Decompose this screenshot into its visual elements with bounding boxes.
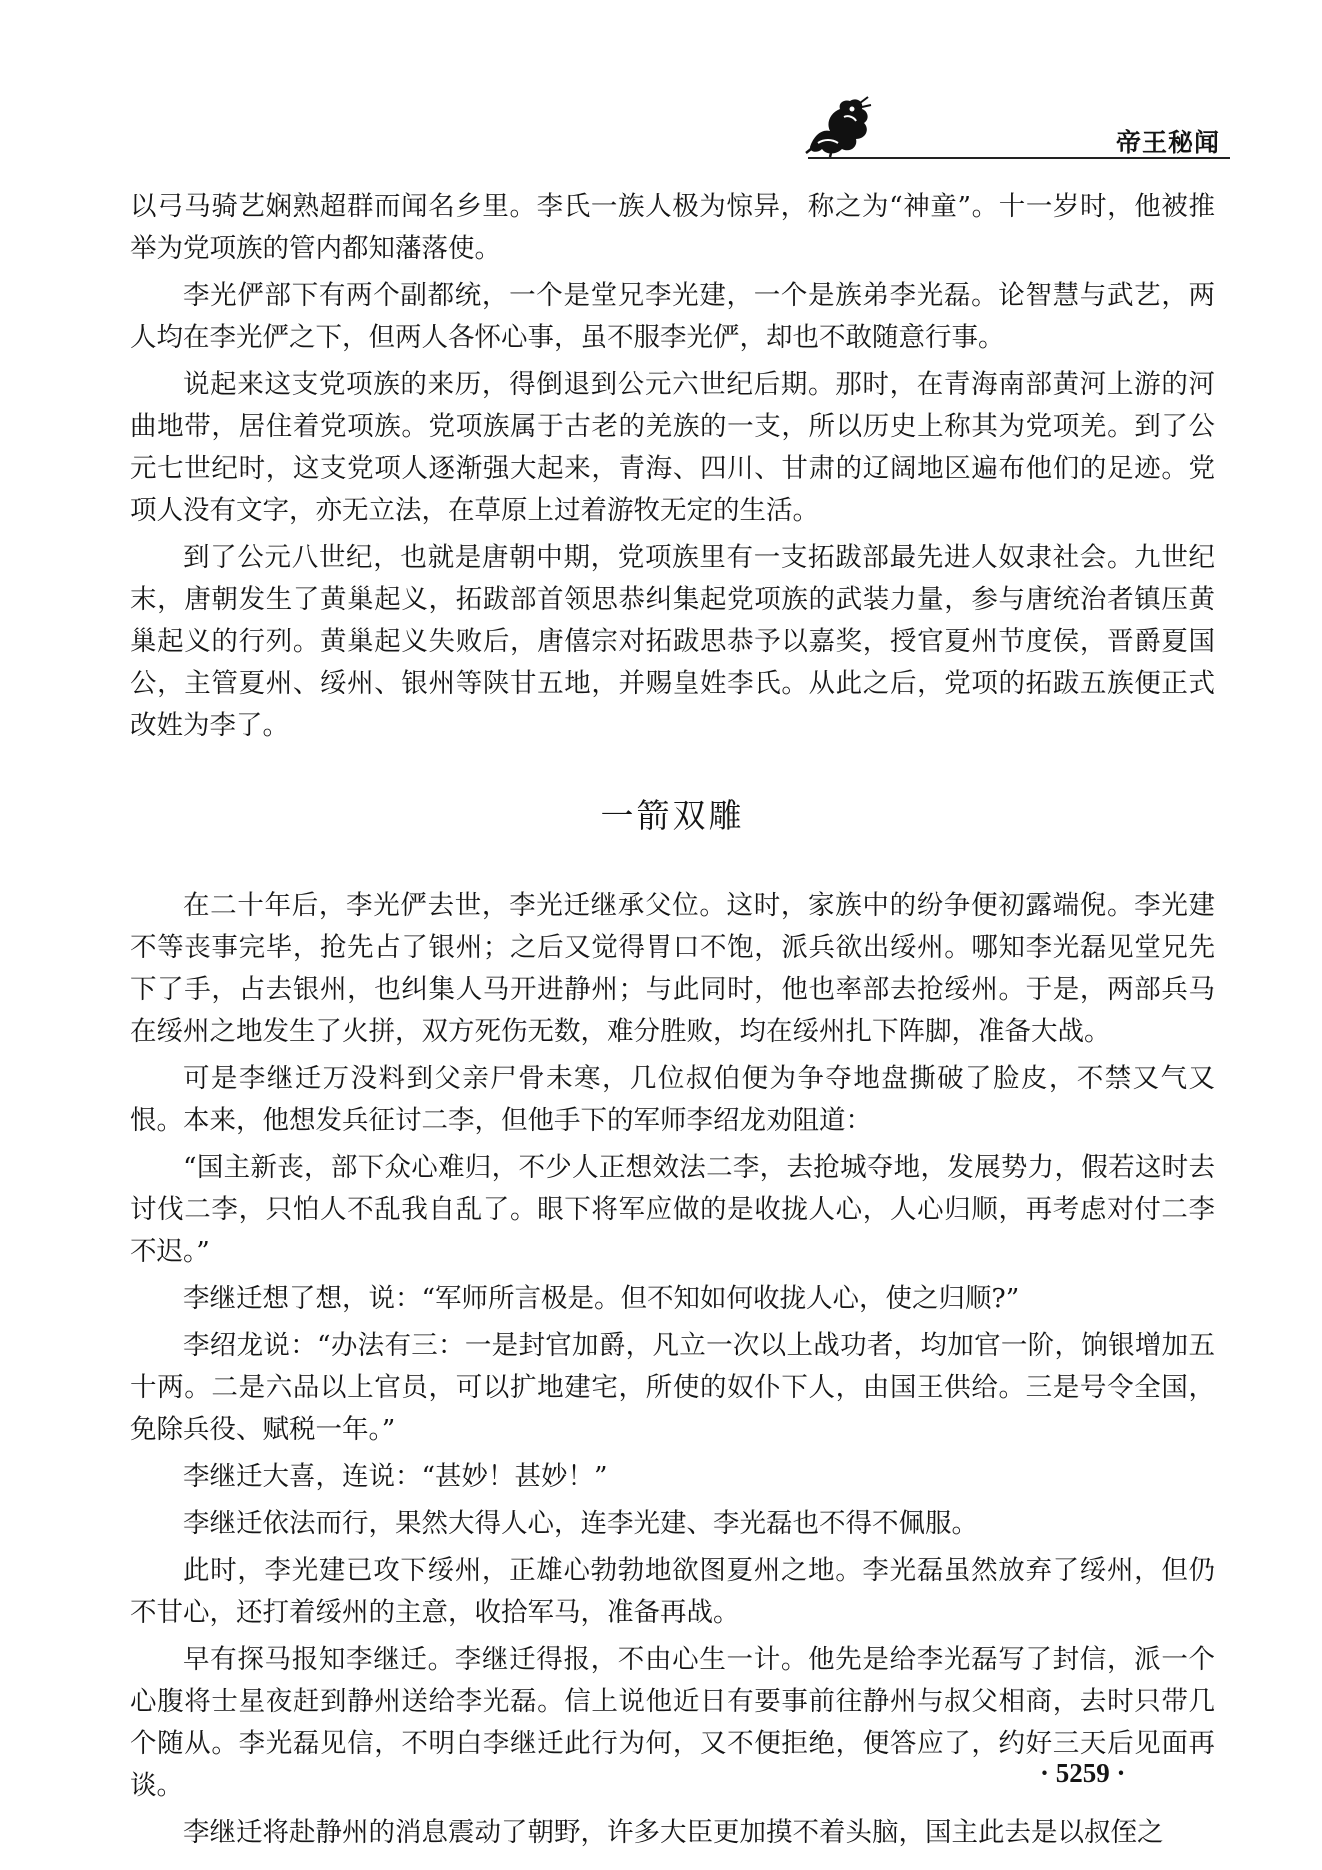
- paragraph: 早有探马报知李继迁。李继迁得报，不由心生一计。他先是给李光磊写了封信，派一个心腹将士星夜赶到静州送给李光磊。信上说他近日有要事前往静州与叔父相商，去时只带几个随从。李光磊见信，不明白李继迁此行为何，又不便拒绝，便答应了，约好三天后见面再谈。: [130, 1644, 1215, 1801]
- paragraph: 李继迁依法而行，果然大得人心，连李光建、李光磊也不得不佩服。: [183, 1508, 978, 1539]
- dragon-emblem-icon: [800, 95, 872, 159]
- running-header: [800, 95, 1230, 160]
- paragraph: 说起来这支党项族的来历，得倒退到公元六世纪后期。那时，在青海南部黄河上游的河曲地带，居住着党项族。党项族属于古老的羌族的一支，所以历史上称其为党项羌。到了公元七世纪时，这支党项人逐渐强大起来，青海、四川、甘肃的辽阔地区遍布他们的足迹。党项人没有文字，亦无立法，在草原上过着游牧无定的生活。: [130, 369, 1215, 526]
- paragraph: 李继迁想了想，说：“军师所言极是。但不知如何收拢人心，使之归顺?”: [183, 1283, 1020, 1314]
- paragraph: 李光俨部下有两个副都统，一个是堂兄李光建，一个是族弟李光磊。论智慧与武艺，两人均在李光俨之下，但两人各怀心事，虽不服李光俨，却也不敢随意行事。: [130, 280, 1215, 353]
- paragraph: 可是李继迁万没料到父亲尸骨未寒，几位叔伯便为争夺地盘撕破了脸皮，不禁又气又恨。本来，他想发兵征讨二李，但他手下的军师李绍龙劝阻道：: [130, 1063, 1215, 1136]
- running-header-title: 帝王秘闻: [1115, 128, 1220, 157]
- paragraph: 在二十年后，李光俨去世，李光迁继承父位。这时，家族中的纷争便初露端倪。李光建不等丧事完毕，抢先占了银州；之后又觉得胃口不饱，派兵欲出绥州。哪知李光磊见堂兄先下了手，占去银州，也纠集人马开进静州；与此同时，他也率部去抢绥州。于是，两部兵马在绥州之地发生了火拼，双方死伤无数，难分胜败，均在绥州扎下阵脚，准备大战。: [130, 890, 1215, 1047]
- main-text: [130, 186, 1215, 1859]
- paragraph: 以弓马骑艺娴熟超群而闻名乡里。李氏一族人极为惊异，称之为“神童”。十一岁时，他被推举为党项族的管内都知藩落使。: [130, 191, 1215, 264]
- paragraph: 到了公元八世纪，也就是唐朝中期，党项族里有一支拓跋部最先进人奴隶社会。九世纪末，唐朝发生了黄巢起义，拓跋部首领思恭纠集起党项族的武装力量，参与唐统治者镇压黄巢起义的行列。黄巢起义失败后，唐僖宗对拓跋思恭予以嘉奖，授官夏州节度侯，晋爵夏国公，主管夏州、绥州、银州等陕甘五地，并赐皇姓李氏。从此之后，党项的拓跋五族便正式改姓为李了。: [130, 542, 1215, 741]
- paragraph: 李继迁大喜，连说：“甚妙！甚妙！”: [183, 1461, 608, 1492]
- paragraph: 此时，李光建已攻下绥州，正雄心勃勃地欲图夏州之地。李光磊虽然放弃了绥州，但仍不甘心，还打着绥州的主意，收拾军马，准备再战。: [130, 1555, 1215, 1628]
- paragraph: 李绍龙说：“办法有三：一是封官加爵，凡立一次以上战功者，均加官一阶，饷银增加五十两。二是六品以上官员，可以扩地建宅，所使的奴仆下人，由国王供给。三是号令全国，免除兵役、赋税一年。”: [130, 1330, 1215, 1445]
- header-rule: [808, 157, 1230, 159]
- paragraph: “国主新丧，部下众心难归，不少人正想效法二李，去抢城夺地，发展势力，假若这时去讨伐二李，只怕人不乱我自乱了。眼下将军应做的是收拢人心，人心归顺，再考虑对付二李不迟。”: [130, 1152, 1215, 1267]
- page-number: · 5259 ·: [1040, 1758, 1126, 1788]
- section-title: 一箭双雕: [600, 796, 745, 835]
- paragraph: 李继迁将赴静州的消息震动了朝野，许多大臣更加摸不着头脑，国主此去是以叔侄之: [183, 1817, 1164, 1848]
